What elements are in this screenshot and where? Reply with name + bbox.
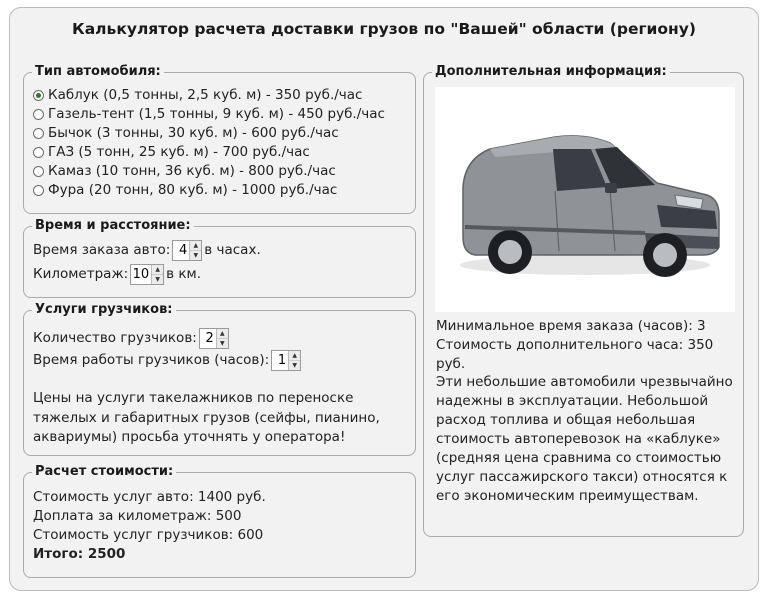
vehicle-option-label: ГАЗ (5 тонн, 25 куб. м) - 700 руб./час <box>48 144 310 160</box>
info-min-time: Минимальное время заказа (часов): 3 <box>436 318 706 334</box>
info-extra-hour: Стоимость дополнительного часа: 350 руб. <box>436 337 714 372</box>
order-time-label: Время заказа авто: <box>33 242 171 258</box>
vehicle-option[interactable] <box>33 143 310 162</box>
km-suffix: в км. <box>166 266 202 282</box>
order-time-input[interactable] <box>173 241 189 260</box>
vehicle-option-label: Каблук (0,5 тонны, 2,5 куб. м) - 350 руб./час <box>48 87 363 103</box>
cost-fieldset <box>23 464 416 578</box>
radio-button[interactable] <box>33 90 44 101</box>
up-arrow-icon[interactable]: ▲ <box>289 351 300 360</box>
vehicle-option-label: Фура (20 тонн, 80 куб. м) - 1000 руб./час <box>48 182 338 198</box>
vehicle-option[interactable] <box>33 162 336 181</box>
order-time-stepper[interactable] <box>172 240 202 261</box>
info-legend: Дополнительная информация: <box>432 64 670 80</box>
radio-button[interactable] <box>33 128 44 139</box>
cost-legend: Расчет стоимости: <box>32 464 176 480</box>
loaders-count-label: Количество грузчиков: <box>33 330 197 346</box>
cost-auto: Стоимость услуг авто: 1400 руб. <box>33 489 266 505</box>
km-row <box>33 264 201 285</box>
loaders-hours-stepper[interactable] <box>271 350 301 371</box>
vehicle-option[interactable] <box>33 181 337 200</box>
km-input[interactable] <box>131 265 151 284</box>
loaders-count-stepper[interactable] <box>199 328 229 349</box>
loaders-count-input[interactable] <box>200 329 216 348</box>
loaders-hours-label: Время работы грузчиков (часов): <box>33 352 270 368</box>
vehicle-option[interactable] <box>33 86 362 105</box>
loaders-hours-input[interactable] <box>272 351 288 370</box>
van-photo <box>435 87 735 312</box>
cost-loaders: Стоимость услуг грузчиков: 600 <box>33 527 264 543</box>
time-fieldset <box>23 218 416 298</box>
radio-button[interactable] <box>33 166 44 177</box>
page-title: Калькулятор расчета доставки грузов по "Вашей" области (региону) <box>72 20 696 38</box>
vehicle-option-label: Газель-тент (1,5 тонны, 9 куб. м) - 450 руб./час <box>48 106 385 122</box>
radio-button[interactable] <box>33 109 44 120</box>
down-arrow-icon[interactable]: ▼ <box>289 360 300 370</box>
down-arrow-icon[interactable]: ▼ <box>217 338 228 348</box>
loaders-legend: Услуги грузчиков: <box>32 302 176 318</box>
loaders-hours-row <box>33 350 303 371</box>
loaders-fieldset <box>23 302 416 456</box>
up-arrow-icon[interactable]: ▲ <box>190 241 201 250</box>
radio-button[interactable] <box>33 185 44 196</box>
vehicle-option-label: Бычок (3 тонны, 30 куб. м) - 600 руб./час <box>48 125 339 141</box>
radio-button[interactable] <box>33 147 44 158</box>
info-fieldset <box>423 64 744 537</box>
loaders-count-row <box>33 328 231 349</box>
loaders-note: Цены на услуги такелажников по переноске тяжелых и габаритных грузов (сейфы, пианино, аквариумы) просьба уточнять у оператора! <box>33 390 380 445</box>
time-legend: Время и расстояние: <box>32 218 194 234</box>
vehicle-option[interactable] <box>33 105 385 124</box>
vehicle-option-label: Камаз (10 тонн, 36 куб. м) - 800 руб./час <box>48 163 336 179</box>
up-arrow-icon[interactable]: ▲ <box>152 265 163 274</box>
up-arrow-icon[interactable]: ▲ <box>217 329 228 338</box>
cost-km: Доплата за километраж: 500 <box>33 508 242 524</box>
down-arrow-icon[interactable]: ▼ <box>190 250 201 260</box>
order-time-suffix: в часах. <box>204 242 261 258</box>
down-arrow-icon[interactable]: ▼ <box>152 274 163 284</box>
order-time-row <box>33 240 261 261</box>
vehicle-option[interactable] <box>33 124 339 143</box>
km-stepper[interactable] <box>130 264 164 285</box>
van-icon <box>435 87 735 312</box>
info-description: Эти небольшие автомобили чрезвычайно надежны в эксплуатации. Небольшой расход топлива и общая небольшая стоимость автоперевозок на «каблуке» (средняя цена сравнима со стоимостью услуг пассажирского такси) относятся к его экономическим преимуществам. <box>436 374 733 504</box>
vehicle-fieldset <box>23 64 416 214</box>
vehicle-legend: Тип автомобиля: <box>32 64 164 80</box>
km-label: Километраж: <box>33 266 129 282</box>
cost-total: Итого: 2500 <box>33 546 126 562</box>
